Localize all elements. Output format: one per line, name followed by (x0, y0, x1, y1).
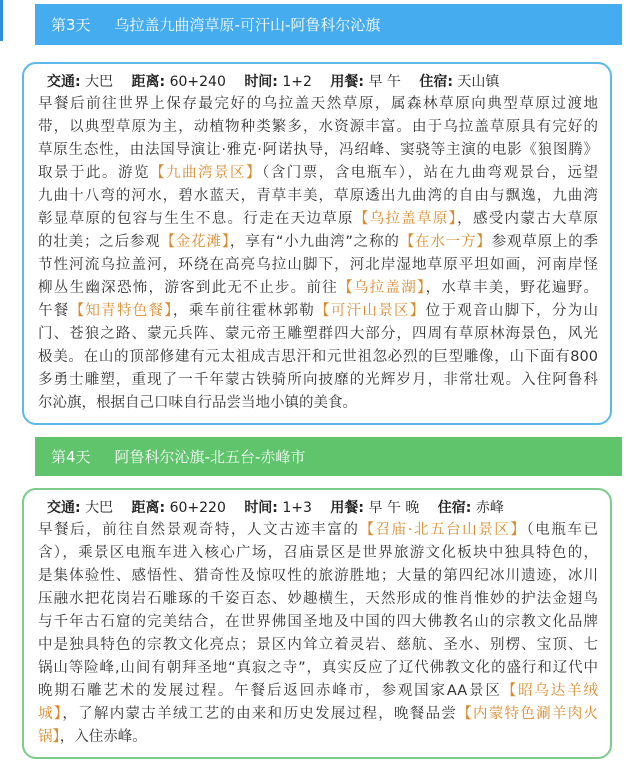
text-run: 参观草原上的季 (491, 234, 598, 250)
info-label: 用餐: (330, 74, 364, 90)
info-time (244, 500, 312, 516)
info-value: 1+2 (282, 74, 312, 90)
day-3-detail-box (22, 62, 612, 425)
text-line (38, 231, 598, 254)
info-lodging (438, 500, 504, 516)
text-run: 的壮美；之后参观 (38, 234, 161, 250)
info-value: 60+240 (169, 74, 226, 90)
day-3-header (35, 4, 622, 45)
text-run: 锅山等险峰,山间有朝拜圣地“真寂之寺”，真实反应了辽代佛教文化的盛行和辽代中 (38, 660, 598, 676)
text-run: 早餐后前往世界上保存最完好的乌拉盖天然草原，属森林草原向典型草原过渡地 (38, 96, 598, 112)
text-run: ，享有“小九曲湾”之称的 (229, 234, 400, 250)
text-run: 门、苍狼之路、蒙元兵阵、蒙元帝王雕塑群四大部分，四周有草原林海景色，风光 (38, 326, 598, 342)
info-distance (132, 500, 226, 516)
info-value: 大巴 (85, 74, 114, 90)
text-line (38, 703, 598, 726)
day-label: 第4天 (51, 448, 91, 466)
text-run: 节性河流乌拉盖河，环绕在高亮乌拉山脚下，河北岸湿地草原平坦如画，河南岸怪 (38, 257, 598, 273)
text-run: 含），乘景区电瓶车进入核心广场，召庙景区是世界旅游文化板块中独具特色的， (38, 545, 598, 561)
text-run: ，了解内蒙古羊绒工艺的由来和历史发展过程，晚餐品尝 (62, 706, 458, 722)
text-run: 中是独具特色的宗教文化亮点；景区内耸立着灵岩、慈航、圣水、别楞、宝顶、七 (38, 637, 598, 653)
highlighted-attraction: 【在水一方】 (399, 234, 492, 250)
info-meals (330, 500, 419, 516)
text-line (38, 369, 598, 392)
text-run: （含门票，含电瓶车），站在九曲弯观景台，远望 (262, 165, 598, 181)
info-label: 时间: (244, 74, 278, 90)
info-value: 赤峰 (475, 500, 504, 516)
info-lodging (419, 74, 499, 90)
info-value: 大巴 (85, 500, 114, 516)
text-run: 是集体验性、感悟性、猎奇性及惊叹性的旅游胜地；大量的第四纪冰川遗迹，冰川 (38, 568, 598, 584)
info-label: 住宿: (419, 74, 453, 90)
text-run: 九曲十八弯的河水，碧水蓝天，青草丰美，草原透出九曲湾的自由与飘逸，九曲湾 (38, 188, 598, 204)
text-line (38, 93, 598, 116)
text-line (38, 519, 598, 542)
info-value: 早 午 (368, 74, 401, 90)
text-line (38, 323, 598, 346)
info-row (47, 497, 598, 519)
text-run: ，乘车前往霍林郭勒 (172, 303, 316, 319)
text-run: 位于观音山脚下，分为山 (425, 303, 598, 319)
info-value: 60+220 (169, 500, 226, 516)
info-transport (47, 74, 113, 90)
text-line (38, 542, 598, 565)
text-run: 取景于此。游览 (38, 165, 150, 181)
day-4-header (35, 437, 622, 476)
highlighted-attraction: 【金花滩】 (160, 234, 230, 250)
text-run: ，入住赤峰。 (59, 729, 147, 745)
highlighted-attraction: 【九曲湾景区】 (150, 165, 262, 181)
info-label: 交通: (47, 500, 81, 516)
highlighted-attraction: 【召庙·北五台山景区】 (359, 522, 527, 538)
info-transport (47, 500, 113, 516)
text-run: ，感受内蒙古大草原 (457, 211, 598, 227)
info-label: 住宿: (437, 500, 472, 516)
highlighted-attraction: 【乌拉盖草原】 (353, 211, 458, 227)
text-line (38, 392, 598, 415)
highlighted-attraction: 【内蒙特色涮羊肉火 (457, 706, 598, 722)
text-line (38, 208, 598, 231)
info-label: 交通: (47, 74, 81, 90)
text-line (38, 162, 598, 185)
highlighted-attraction: 【乌拉盖湖】 (338, 280, 426, 296)
text-run: 午餐 (38, 303, 70, 319)
text-line (38, 277, 598, 300)
info-label: 距离: (131, 500, 166, 516)
info-value: 早 午 晚 (368, 500, 420, 516)
itinerary-description (38, 93, 598, 415)
info-label: 时间: (244, 500, 278, 516)
text-run: 多勇士雕塑，重现了一千年蒙古铁骑所向披靡的光辉岁月，非常壮观。入住阿鲁科 (38, 372, 598, 388)
day-label: 第3天 (51, 16, 91, 34)
text-run: 晚期石雕艺术的发展过程。午餐后返回赤峰市，参观国家AA景区 (38, 683, 502, 699)
text-line (38, 116, 598, 139)
highlighted-attraction: 【知青特色餐】 (69, 303, 173, 319)
text-run: 彰显草原的包容与生生不息。行走在天边草原 (38, 211, 354, 227)
text-line (38, 588, 598, 611)
text-run: 与千年古石窟的完美结合，在世界佛国圣地及中国的四大佛教名山的宗教文化品牌 (38, 614, 598, 630)
info-label: 距离: (131, 74, 166, 90)
info-value: 1+3 (282, 500, 312, 516)
text-line (38, 657, 598, 680)
text-run: 极美。在山的顶部修建有元太祖成吉思汗和元世祖忽必烈的巨型雕像，山下面有800 (38, 349, 598, 365)
day-route: 阿鲁科尔沁旗-北五台-赤峰市 (114, 448, 306, 466)
left-accent-bar (0, 0, 3, 41)
text-run: 压融水把花岗岩石雕琢的千姿百态、妙趣横生，天然形成的惟肖惟妙的护法金翅鸟 (38, 591, 598, 607)
text-line (38, 185, 598, 208)
text-run: （电瓶车已 (526, 522, 598, 538)
text-run: ，水草丰美，野花遍野。 (425, 280, 598, 296)
text-line (38, 346, 598, 369)
day-route: 乌拉盖九曲湾草原-可汗山-阿鲁科尔沁旗 (114, 16, 381, 34)
text-run: 早餐后，前往自然景观奇特，人文古迹丰富的 (38, 522, 360, 538)
highlighted-attraction: 锅】 (38, 729, 60, 745)
info-value: 天山镇 (457, 74, 500, 90)
info-meals (330, 74, 401, 90)
info-distance (132, 74, 226, 90)
info-row (47, 71, 598, 93)
highlighted-attraction: 城】 (38, 706, 63, 722)
text-run: 柳丛生幽深恐怖，游客到此无不止步。前往 (38, 280, 339, 296)
text-line (38, 254, 598, 277)
text-run: 草原生态性，由法国导演让·雅克·阿诺执导，冯绍峰、窦骁等主演的电影《狼图腾》 (38, 142, 598, 158)
info-label: 用餐: (330, 500, 364, 516)
text-run: 尔沁旗，根据自己口味自行品尝当地小镇的美食。 (38, 395, 357, 411)
text-line (38, 565, 598, 588)
itinerary-description (38, 519, 598, 749)
highlighted-attraction: 【可汗山景区】 (315, 303, 426, 319)
text-run: 带，以典型草原为主，动植物种类繁多，水资源丰富。由于乌拉盖草原具有完好的 (38, 119, 598, 135)
text-line (38, 300, 598, 323)
info-time (244, 74, 312, 90)
day-4-detail-box (22, 488, 612, 759)
highlighted-attraction: 【昭乌达羊绒 (501, 683, 598, 699)
text-line (38, 634, 598, 657)
text-line (38, 611, 598, 634)
text-line (38, 139, 598, 162)
text-line (38, 726, 598, 749)
text-line (38, 680, 598, 703)
